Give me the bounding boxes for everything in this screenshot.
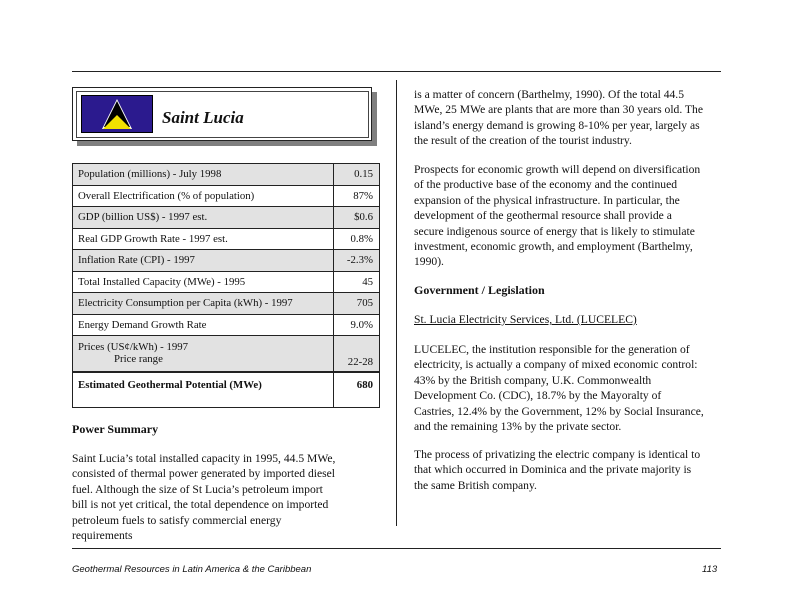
country-title: Saint Lucia: [162, 108, 244, 127]
table-row: [73, 164, 379, 186]
stat-label: Overall Electrification (% of population): [78, 189, 255, 202]
stat-value: [333, 336, 379, 371]
stat-label: GDP (billion US$) - 1997 est.: [73, 207, 333, 228]
table-row: [73, 250, 379, 272]
footer-title: Geothermal Resources in Latin America & the Caribbean: [72, 564, 312, 575]
lucelec-subheading: St. Lucia Electricity Services, Ltd. (LUCELEC): [414, 313, 637, 326]
top-rule: [72, 71, 721, 72]
stat-value: 705: [333, 293, 379, 314]
stat-value: 0.8%: [333, 229, 379, 250]
stat-value: -2.3%: [333, 250, 379, 271]
right-paragraph-2: Prospects for economic growth will depend on diversification of the productive base of the economy and the continued expansion of the physical infrastructure. In particular, the development of the geothermal resource shall provide a secure indigenous source of energy that is likely to stimulate investment, economic growth, and employment (Barthelmy, 1990).: [414, 163, 701, 269]
government-legislation-heading: Government / Legislation: [414, 283, 545, 297]
table-row: [73, 186, 379, 208]
power-summary-heading: Power Summary: [72, 422, 159, 436]
table-row-geothermal-potential: [73, 372, 379, 407]
stat-label: Real GDP Growth Rate - 1997 est.: [78, 232, 228, 245]
prices-label: Prices (US¢/kWh) - 1997: [78, 341, 189, 353]
stat-value: 9.0%: [333, 315, 379, 336]
page-number: 113: [702, 564, 718, 575]
stat-value: 87%: [333, 186, 379, 207]
table-row: [73, 229, 379, 251]
stat-label: Population (millions) - July 1998: [73, 164, 333, 185]
power-summary-paragraph: Saint Lucia’s total installed capacity in 1995, 44.5 MWe, consisted of thermal power generated by imported diesel fuel. Although the size of St Lucia’s petroleum import bill is not yet critical, the total dependence on imported petroleum fuels to satisfy commercial energy requirements: [72, 452, 336, 543]
stat-value: 680: [333, 373, 379, 407]
stat-label: Electricity Consumption per Capita (kWh) - 1997: [73, 293, 333, 314]
table-row: [73, 293, 379, 315]
stat-label: Energy Demand Growth Rate: [78, 318, 207, 331]
country-stats-table: [72, 163, 380, 408]
right-paragraph-4: The process of privatizing the electric company is identical to that which occurred in Dominica and the private majority is the same British company.: [414, 448, 701, 492]
bottom-rule: [72, 548, 721, 549]
stat-label: Total Installed Capacity (MWe) - 1995: [78, 275, 246, 288]
stat-label: [73, 336, 333, 371]
column-divider: [396, 80, 397, 526]
table-row: [73, 315, 379, 337]
stat-value: 45: [333, 272, 379, 293]
stat-label: Inflation Rate (CPI) - 1997: [73, 250, 333, 271]
table-row-prices: [73, 336, 379, 372]
stat-value: $0.6: [333, 207, 379, 228]
saint-lucia-flag-icon: [81, 95, 153, 133]
stat-label: Estimated Geothermal Potential (MWe): [78, 379, 262, 391]
prices-sublabel: Price range: [114, 353, 163, 365]
right-paragraph-1: is a matter of concern (Barthelmy, 1990). Of the total 44.5 MWe, 25 MWe are plants that are more than 30 years old. The island’s energy demand is growing 8-10% per year, largely as the result of the creation of the tourist industry.: [414, 88, 703, 148]
table-row: [73, 207, 379, 229]
stat-value: 0.15: [333, 164, 379, 185]
table-row: [73, 272, 379, 294]
prices-value: 22-28: [347, 356, 373, 368]
right-paragraph-3: LUCELEC, the institution responsible for the generation of electricity, is actually a company of mixed economic control: 43% by the British company, U.K. Commonwealth Development Co. (CDC), 18.7% by the Mayoralty of Castries, 12.4% by the Government, 12% by Social Insurance, and the remaining 13% by the private sector.: [414, 343, 704, 434]
